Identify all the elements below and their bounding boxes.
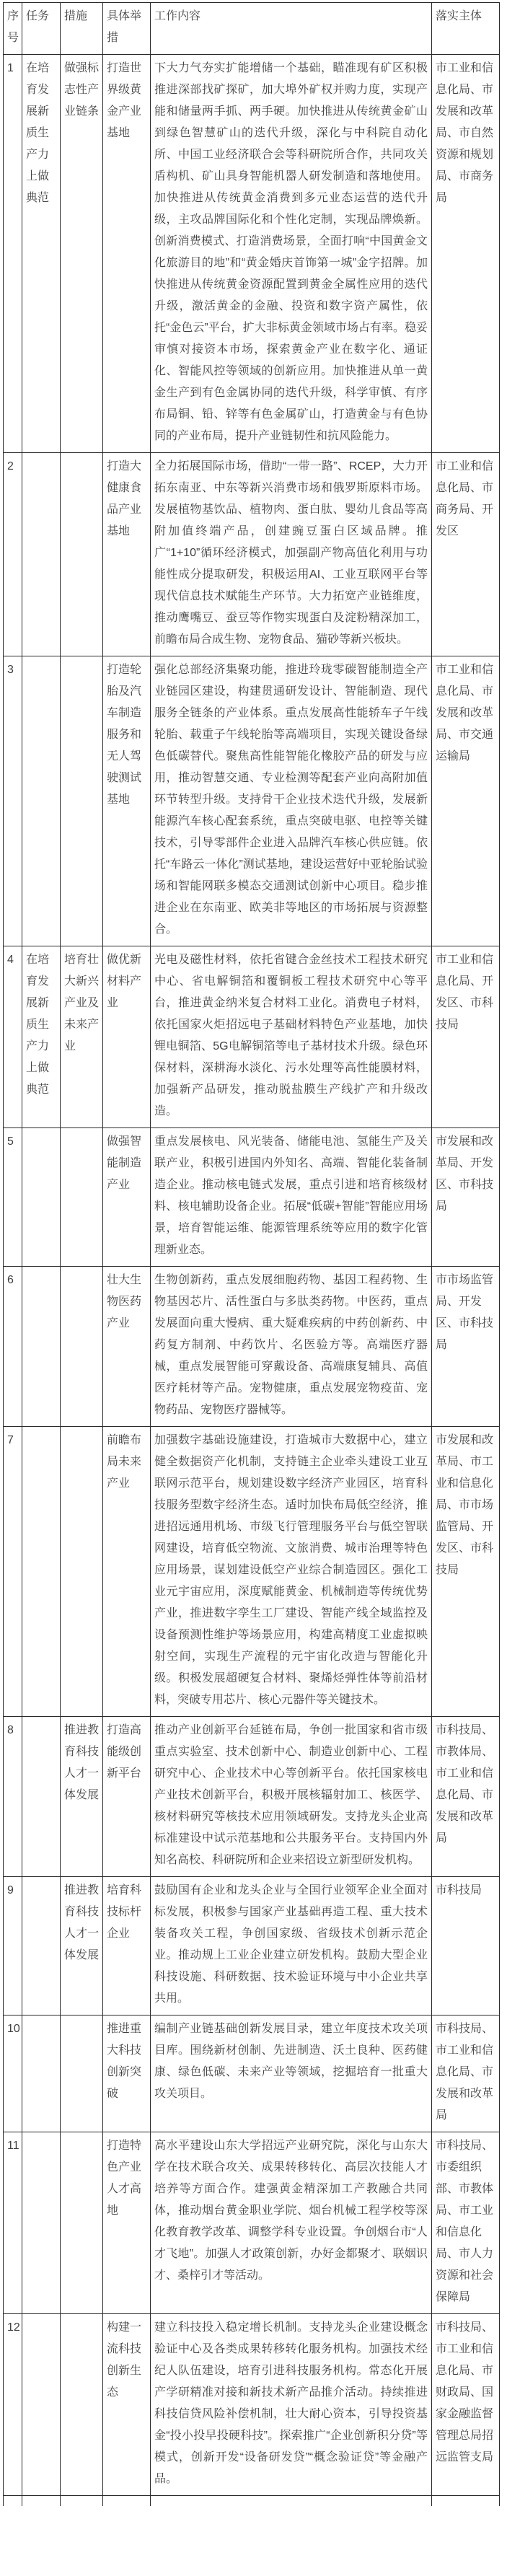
- cell-owner: 市发展和改革局、市工业和信息化局、市市场监管局、开发区、市科技局: [432, 1427, 500, 1717]
- cell-action: 打造大健康食品产业基地: [103, 453, 151, 656]
- cell-action: 打造轮胎及汽车制造服务和无人驾驶测试基地: [103, 656, 151, 946]
- cell-no: 1: [4, 55, 22, 453]
- col-header-action: 具体举措: [103, 3, 151, 55]
- cell-action: 打造高能级创新平台: [103, 1717, 151, 1877]
- implementation-table: [3, 2, 500, 2506]
- cell-content: 生物创新药，重点发展细胞药物、基因工程药物、生物基因芯片、活性蛋白与多肽类药物。中医药，重点发展面向重大慢病、重大疑难疾病的中药创新药、中药复方制剂、中药饮片、名医验方等。高端医疗器械，重点发展智能可穿戴设备、高端康复辅具、高值医疗耗材等产品。宠物健康，重点发展宠物疫苗、宠物药品、宠物医疗器械等。: [151, 1267, 432, 1427]
- cell-owner: 市工业和信息化局、开发区、市科技局: [432, 946, 500, 1128]
- cell-measure: [61, 656, 103, 946]
- cell-measure: [61, 2015, 103, 2132]
- cell-action: 培育科技标杆企业: [103, 1877, 151, 2015]
- cell-owner: 市科技局、市教体局、市工业和信息化局、市发展和改革局: [432, 1717, 500, 1877]
- cell-owner: 市发展和改革局、开发区、市科技局: [432, 1128, 500, 1267]
- cell-owner: 市工业和信息化局、市发展和改革局、市交通运输局: [432, 656, 500, 946]
- cell-owner: 市科技局、市工业和信息化局、市发展和改革局: [432, 2015, 500, 2132]
- table-row: [4, 2314, 500, 2496]
- cell-content: 全力拓展国际市场，借助“一带一路”、RCEP，大力开拓东南亚、中东等新兴消费市场和俄罗斯原料市场。发展植物基饮品、植物肉、蛋白肽、婴幼儿食品等高附加值终端产品，创建豌豆蛋白区域品牌。推广“1+10”循环经济模式，加强副产物高值化利用与功能性成分提取研发，积极运用AI、工业互联网平台等现代信息技术赋能生产环节。大力拓宽产业链维度，推动鹰嘴豆、蚕豆等作物实现蛋白及淀粉精深加工，前瞻布局合成生物、宠物食品、猫砂等新兴板块。: [151, 453, 432, 656]
- cell-measure: [61, 2132, 103, 2314]
- cell-content: 高水平建设山东大学招远产业研究院，深化与山东大学在技术联合攻关、成果转移转化、高层次技能人才培养等方面合作。建强黄金精深加工产教融合共同体，推动烟台黄金职业学院、烟台机械工程学校等深化教育教学改革、调整学科专业设置。争创烟台市“人才飞地”。加强人才政策创新，办好金都聚才、联姻识才、桑梓引才等活动。: [151, 2132, 432, 2314]
- cell-task: [22, 1427, 61, 1717]
- cell-content: 光电及磁性材料，依托省键合金丝技术工程技术研究中心、省电解铜箔和覆铜板工程技术研究中心等平台，推进黄金纳米复合材料工业化。消费电子材料，依托国家火炬招远电子基础材料特色产业基地，加快锂电铜箔、5G电解铜箔等电子基材技术升级。绿色环保材料，深耕海水淡化、污水处理等高性能膜材料，加强新产品研发，推动脱盐膜生产线扩产和升级改造。: [151, 946, 432, 1128]
- cell-action: 打造特色产业人才高地: [103, 2132, 151, 2314]
- col-header-owner: 落实主体: [432, 3, 500, 55]
- cell-task: [22, 1267, 61, 1427]
- cell-task: [22, 1128, 61, 1267]
- table-row: [4, 55, 500, 453]
- cell-task: [22, 2132, 61, 2314]
- cell-task: 在培育发展新质生产力上做典范: [22, 55, 61, 453]
- cell-owner: [432, 2496, 500, 2507]
- cell-content: 推动产业创新平台延链布局，争创一批国家和省市级重点实验室、技术创新中心、制造业创新中心、工程研究中心、企业技术中心等创新平台。依托国家核电产业技术创新平台，积极开展核辐射加工、核医学、核材料研究等核技术应用领域研发。支持龙头企业高标准建设中试示范基地和公共服务平台。支持国内外知名高校、科研院所和企业来招设立新型研发机构。: [151, 1717, 432, 1877]
- table-row: [4, 1267, 500, 1427]
- cell-action: [103, 2496, 151, 2507]
- cell-owner: 市科技局、市委组织部、市教体局、市工业和信息化局、市人力资源和社会保障局: [432, 2132, 500, 2314]
- col-header-task: 任务: [22, 3, 61, 55]
- cell-owner: 市科技局: [432, 1877, 500, 2015]
- cell-content: 编制产业链基础创新发展目录，建立年度技术攻关项目库。围绕新材创制、先进制造、沃土良种、医药健康、绿色低碳、未来产业等领域，挖掘培育一批重大攻关项目。: [151, 2015, 432, 2132]
- cell-task: 在培育发展新质生产力上做典范: [22, 946, 61, 1128]
- cell-no: 7: [4, 1427, 22, 1717]
- cell-task: [22, 453, 61, 656]
- cell-measure: [61, 2314, 103, 2496]
- table-row: [4, 453, 500, 656]
- header-row: [4, 3, 500, 55]
- table-row: [4, 1717, 500, 1877]
- cell-no: 8: [4, 1717, 22, 1877]
- table-row: [4, 1427, 500, 1717]
- cell-owner: 市工业和信息化局、市发展和改革局、市自然资源和规划局、市商务局: [432, 55, 500, 453]
- cell-owner: 市市场监管局、开发区、市科技局: [432, 1267, 500, 1427]
- cell-no: 12: [4, 2314, 22, 2496]
- cell-action: 推进重大科技创新突破: [103, 2015, 151, 2132]
- cell-no: [4, 2496, 22, 2507]
- cell-task: [22, 2496, 61, 2507]
- cell-content: 建立科技投入稳定增长机制。支持龙头企业建设概念验证中心及各类成果转移转化服务机构。加强技术经纪人队伍建设，培育引进科技服务机构。常态化开展产学研精准对接和新技术新产品推介活动。持续推进科技信贷风险补偿机制，壮大耐心资本，引导投资基金“投小投早投硬科技”。探索推广“企业创新积分贷”等模式，创新开发“设备研发贷”“概念验证贷”等金融产品。: [151, 2314, 432, 2496]
- col-header-no: 序号: [4, 3, 22, 55]
- cell-action: 前瞻布局未来产业: [103, 1427, 151, 1717]
- cell-action: 打造世界级黄金产业基地: [103, 55, 151, 453]
- document-page: [3, 2, 500, 2506]
- cell-content: 加强数字基础设施建设，打造城市大数据中心，建立健全数据资产化机制，支持链主企业牵头建设工业互联网示范平台，规划建设数字经济产业园区，培育科技服务型数字经济生态。适时加快布局低空经济，推进招远通用机场、市级飞行管理服务平台与低空智联网建设，培育低空物流、文旅消费、城市治理等特色应用场景，谋划建设低空产业综合制造园区。强化工业元宇宙应用，深度赋能黄金、机械制造等传统优势产业，推进数字孪生工厂建设、智能产线全域监控及设备预测性维护等场景应用，构建高精度工业虚拟映射空间，实现生产流程的元宇宙化改造与智能化升级。积极发展超硬复合材料、聚烯烃弹性体等前沿材料，突破专用芯片、核心元器件等关键技术。: [151, 1427, 432, 1717]
- cell-task: [22, 2314, 61, 2496]
- cell-measure: [61, 2496, 103, 2507]
- table-row: [4, 946, 500, 1128]
- table-row: [4, 656, 500, 946]
- table-row-stub: [4, 2496, 500, 2507]
- cell-content: [151, 2496, 432, 2507]
- cell-no: 10: [4, 2015, 22, 2132]
- cell-no: 11: [4, 2132, 22, 2314]
- cell-action: 壮大生物医药产业: [103, 1267, 151, 1427]
- cell-measure: 推进教育科技人才一体发展: [61, 1877, 103, 2015]
- cell-task: [22, 2015, 61, 2132]
- cell-no: 6: [4, 1267, 22, 1427]
- cell-measure: [61, 453, 103, 656]
- cell-measure: [61, 1128, 103, 1267]
- table-row: [4, 2132, 500, 2314]
- cell-no: 9: [4, 1877, 22, 2015]
- cell-measure: [61, 1427, 103, 1717]
- cell-owner: 市工业和信息化局、市商务局、开发区: [432, 453, 500, 656]
- cell-task: [22, 1877, 61, 2015]
- cell-no: 3: [4, 656, 22, 946]
- cell-action: 做强智能制造产业: [103, 1128, 151, 1267]
- cell-measure: 推进教育科技人才一体发展: [61, 1717, 103, 1877]
- cell-task: [22, 1717, 61, 1877]
- cell-owner: 市科技局、市工业和信息化局、市财政局、国家金融监督管理总局招远监管支局: [432, 2314, 500, 2496]
- cell-measure: 做强标志性产业链条: [61, 55, 103, 453]
- cell-content: 下大力气夯实扩能增储一个基础，瞄准现有矿区积极推进深部找矿探矿，加大埠外矿权并购力度，实现产能和储量两手抓、两手硬。加快推进从传统黄金矿山到绿色智慧矿山的迭代升级，深化与中科院自动化所、中国工业经济联合会等科研院所合作，共同攻关盾构机、矿山具身智能机器人研发制造和落地使用。加快推进从传统黄金消费到多元业态运营的迭代升级，主攻品牌国际化和个性化定制，实现品牌焕新。创新消费模式、打造消费场景，全面打响“中国黄金文化旅游目的地”和“黄金婚庆首饰第一城”金字招牌。加快推进从传统黄金资源配置到黄金全属性应用的迭代升级，激活黄金的金融、投资和数字资产属性，依托“金色云”平台，扩大非标黄金领域市场占有率。稳妥审慎对接资本市场，探索黄金产业在数字化、通证化、智能风控等领域的创新应用。加快推进从单一黄金生产到有色金属协同的迭代升级，科学审慎、有序布局铜、铅、锌等有色金属矿山，打造黄金与有色协同的产业布局，提升产业链韧性和抗风险能力。: [151, 55, 432, 453]
- cell-no: 2: [4, 453, 22, 656]
- cell-action: 做优新材料产业: [103, 946, 151, 1128]
- table-row: [4, 1877, 500, 2015]
- cell-task: [22, 656, 61, 946]
- col-header-measure: 措施: [61, 3, 103, 55]
- cell-content: 重点发展核电、风光装备、储能电池、氢能生产及关联产业，积极引进国内外知名、高端、智能化装备制造企业。推动核电链式发展，重点引进和培育核级材料、核电辅助设备企业。拓展“低碳+智能”智能应用场景，培育智能运维、能源管理系统等应用的数字化管理新业态。: [151, 1128, 432, 1267]
- cell-content: 鼓励国有企业和龙头企业与全国行业领军企业全面对标发展，积极参与国家产业基础再造工程、重大技术装备攻关工程，争创国家级、省级技术创新示范企业。推动规上工业企业建立研发机构。鼓励大型企业科技设施、科研数据、技术验证环境与中小企业共享共用。: [151, 1877, 432, 2015]
- cell-content: 强化总部经济集聚功能，推进玲珑零碳智能制造全产业链园区建设，构建贯通研发设计、智能制造、现代服务全链条的产业体系。重点发展高性能轿车子午线轮胎、载重子午线轮胎等高端项目，实现关键设备绿色低碳替代。聚焦高性能智能化橡胶产品的研发与应用，推动智慧交通、专业检测等配套产业向高附加值环节转型升级。支持骨干企业技术迭代升级，发展新能源汽车核心配套系统，重点突破电驱、电控等关键技术，引导零部件企业进入品牌汽车核心供应链。依托“车路云一体化”测试基地，建设运营好中亚轮胎试验场和智能网联多模态交通测试创新中心项目。稳步推进企业在东南亚、欧美非等地区的市场拓展与资源整合。: [151, 656, 432, 946]
- cell-no: 5: [4, 1128, 22, 1267]
- cell-no: 4: [4, 946, 22, 1128]
- table-row: [4, 2015, 500, 2132]
- cell-action: 构建一流科技创新生态: [103, 2314, 151, 2496]
- table-row: [4, 1128, 500, 1267]
- col-header-content: 工作内容: [151, 3, 432, 55]
- cell-measure: [61, 1267, 103, 1427]
- cell-measure: 培育壮大新兴产业及未来产业: [61, 946, 103, 1128]
